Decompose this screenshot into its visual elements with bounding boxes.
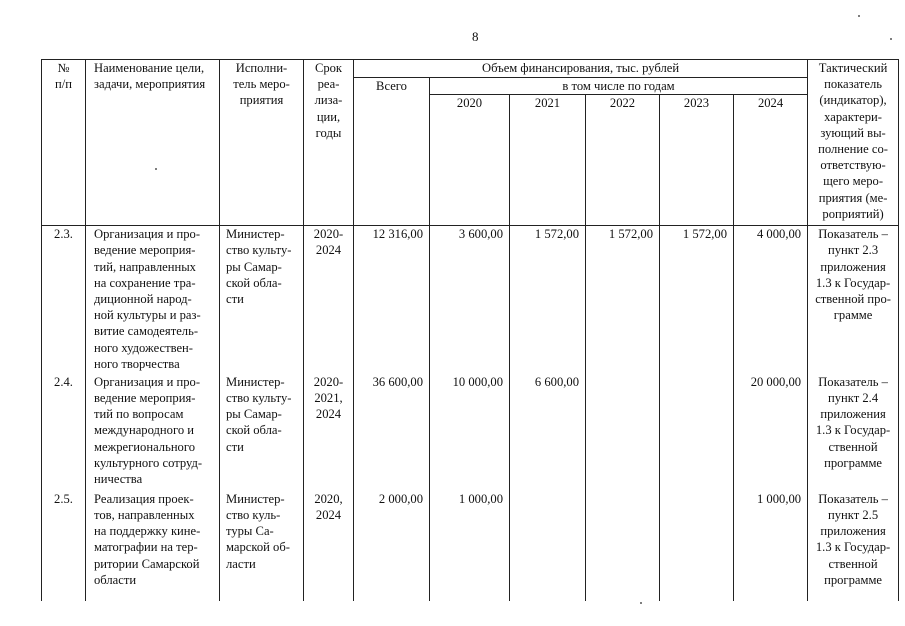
header-financing: Объем финансирования, тыс. рублей [354, 60, 808, 78]
row-total: 36 600,00 [354, 374, 430, 491]
row-total: 2 000,00 [354, 491, 430, 601]
header-years-group: в том числе по годам [430, 78, 808, 95]
row-2021 [510, 491, 586, 601]
header-total: Всего [354, 78, 430, 226]
row-2020: 3 600,00 [430, 226, 510, 374]
row-goal: Организация и про- ведение мероприя- тий, направленных на сохранение тра- диционной народ- ной культуры и раз- витие самодеятель- ного художествен- ного творчества [86, 226, 220, 374]
header-term: Срок реа- лиза- ции, годы [304, 60, 354, 226]
row-2023 [660, 491, 734, 601]
financing-table [41, 59, 899, 601]
header-year-2022: 2022 [586, 95, 660, 226]
page-number: 8 [472, 29, 479, 44]
header-goal: Наименование цели, задачи, мероприятия [86, 60, 220, 226]
scan-speck [640, 602, 642, 604]
row-num: 2.5. [42, 491, 86, 601]
row-indicator: Показатель – пункт 2.4 приложения 1.3 к Государ- ственной программе [808, 374, 899, 491]
row-2023: 1 572,00 [660, 226, 734, 374]
row-term: 2020- 2024 [304, 226, 354, 374]
header-year-2023: 2023 [660, 95, 734, 226]
header-year-2020: 2020 [430, 95, 510, 226]
header-executor: Исполни- тель меро- приятия [220, 60, 304, 226]
header-indicator: Тактический показатель (индикатор), характери- зующий вы- полнение со- ответствую- щего меро- приятия (ме- роприятий) [808, 60, 899, 226]
row-goal: Реализация проек- тов, направленных на поддержку кине- матографии на тер- ритории Самарской области [86, 491, 220, 601]
row-2022 [586, 491, 660, 601]
row-executor: Министер- ство культу- ры Самар- ской обла- сти [220, 374, 304, 491]
row-executor: Министер- ство куль- туры Са- марской об- ласти [220, 491, 304, 601]
table-row [42, 374, 899, 491]
row-indicator: Показатель – пункт 2.3 приложения 1.3 к Государ- ственной про- грамме [808, 226, 899, 374]
scan-speck [858, 15, 860, 17]
row-2024: 1 000,00 [734, 491, 808, 601]
scan-speck [155, 168, 157, 170]
row-term: 2020, 2024 [304, 491, 354, 601]
row-2020: 10 000,00 [430, 374, 510, 491]
row-2021: 6 600,00 [510, 374, 586, 491]
scan-speck [890, 38, 892, 40]
row-2020: 1 000,00 [430, 491, 510, 601]
row-executor: Министер- ство культу- ры Самар- ской обла- сти [220, 226, 304, 374]
row-goal: Организация и про- ведение мероприя- тий по вопросам международного и межрегионального культурного сотруд- ничества [86, 374, 220, 491]
row-term: 2020- 2021, 2024 [304, 374, 354, 491]
table-row [42, 226, 899, 374]
header-num: № п/п [42, 60, 86, 226]
row-num: 2.4. [42, 374, 86, 491]
header-year-2024: 2024 [734, 95, 808, 226]
row-2022 [586, 374, 660, 491]
row-2023 [660, 374, 734, 491]
row-total: 12 316,00 [354, 226, 430, 374]
row-2024: 20 000,00 [734, 374, 808, 491]
row-2022: 1 572,00 [586, 226, 660, 374]
row-2024: 4 000,00 [734, 226, 808, 374]
header-year-2021: 2021 [510, 95, 586, 226]
table-row [42, 491, 899, 601]
row-num: 2.3. [42, 226, 86, 374]
row-2021: 1 572,00 [510, 226, 586, 374]
row-indicator: Показатель – пункт 2.5 приложения 1.3 к Государ- ственной программе [808, 491, 899, 601]
